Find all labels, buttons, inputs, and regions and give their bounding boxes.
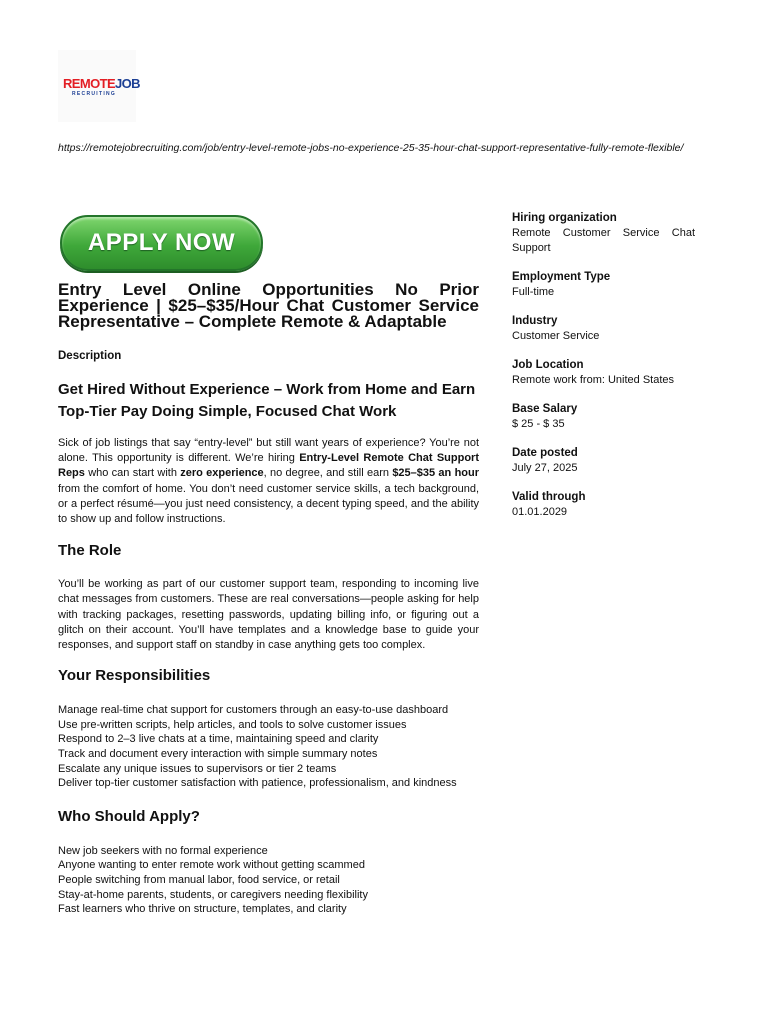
- job-details-sidebar: [512, 211, 695, 534]
- company-logo: [58, 50, 140, 122]
- list-item: Track and document every interaction with simple summary notes: [58, 748, 378, 761]
- highlight-pay: $25–$35 an hour: [392, 467, 480, 480]
- job-content: [58, 282, 479, 917]
- apply-now-label: APPLY NOW: [87, 229, 236, 256]
- list-item: Fast learners who thrive on structure, templates, and clarity: [58, 903, 347, 916]
- list-item: Escalate any unique issues to supervisors or tier 2 teams: [58, 762, 337, 775]
- list-item: Deliver top-tier customer satisfaction with patience, professionalism, and kindness: [58, 777, 457, 790]
- detail-employment-type: Employment Type Full-time: [512, 271, 611, 298]
- detail-industry: Industry Customer Service: [512, 315, 600, 342]
- who-should-apply-list: [58, 844, 479, 917]
- list-item: Stay-at-home parents, students, or caregivers needing flexibility: [58, 888, 368, 901]
- detail-hiring-organization: Hiring organization Remote Customer Service Chat Support: [512, 212, 695, 254]
- section-heading-role: The Role: [58, 542, 122, 560]
- logo-subtitle: RECRUITING: [72, 91, 117, 97]
- intro-paragraph: Sick of job listings that say “entry-level” but still want years of experience? You’re not alone. This opportunity is different. We’re hiring Entry-Level Remote Chat Support Reps who can start with zero experience, no degree, and still earn $25–$35 an hour from the comfort of home. You don’t need customer service skills, a tech background, or a perfect résumé—you just need consistency, a decent typing speed, and the ability to show up and follow instructions.: [58, 437, 480, 526]
- highlight-role: Entry-Level Remote Chat Support Reps: [58, 452, 479, 480]
- responsibilities-list: [58, 703, 479, 791]
- job-title: Entry Level Online Opportunities No Prior Experience | $25–$35/Hour Chat Customer Service Representative – Complete Remote & Adaptable: [58, 280, 479, 331]
- list-item: Respond to 2–3 live chats at a time, maintaining speed and clarity: [58, 733, 379, 746]
- list-item: New job seekers with no formal experience: [58, 844, 268, 857]
- highlight-experience: zero experience: [180, 467, 264, 480]
- role-paragraph: You’ll be working as part of our customer support team, responding to incoming live chat messages from customers. These are real conversations—people asking for help with tracking packages, resetting passwords, updating billing info, or figuring out a glitch on their account. You’ll have templates and a knowledge base to guide your responses, and support staff on standby in case anything gets too complex.: [58, 578, 479, 652]
- logo-wordmark: REMOTEJOB: [63, 76, 140, 91]
- list-item: Manage real-time chat support for customers through an easy-to-use dashboard: [58, 704, 449, 717]
- list-item: Use pre-written scripts, help articles, and tools to solve customer issues: [58, 718, 407, 731]
- detail-base-salary: Base Salary $ 25 - $ 35: [512, 403, 578, 430]
- job-headline: Get Hired Without Experience – Work from Home and Earn Top-Tier Pay Doing Simple, Focused Chat Work: [58, 381, 476, 420]
- page-url[interactable]: https://remotejobrecruiting.com/job/entry-level-remote-jobs-no-experience-25-35-hour-chat-support-representative-fully-remote-flexible/: [58, 142, 684, 154]
- detail-date-posted: Date posted July 27, 2025: [512, 447, 578, 474]
- detail-job-location: Job Location Remote work from: United States: [512, 359, 675, 386]
- list-item: People switching from manual labor, food service, or retail: [58, 873, 340, 886]
- apply-now-button[interactable]: [60, 215, 263, 271]
- detail-valid-through: Valid through 01.01.2029: [512, 491, 586, 518]
- section-heading-who-should-apply: Who Should Apply?: [58, 807, 200, 825]
- description-label: Description: [58, 350, 122, 362]
- section-heading-responsibilities: Your Responsibilities: [58, 667, 211, 685]
- list-item: Anyone wanting to enter remote work without getting scammed: [58, 859, 365, 872]
